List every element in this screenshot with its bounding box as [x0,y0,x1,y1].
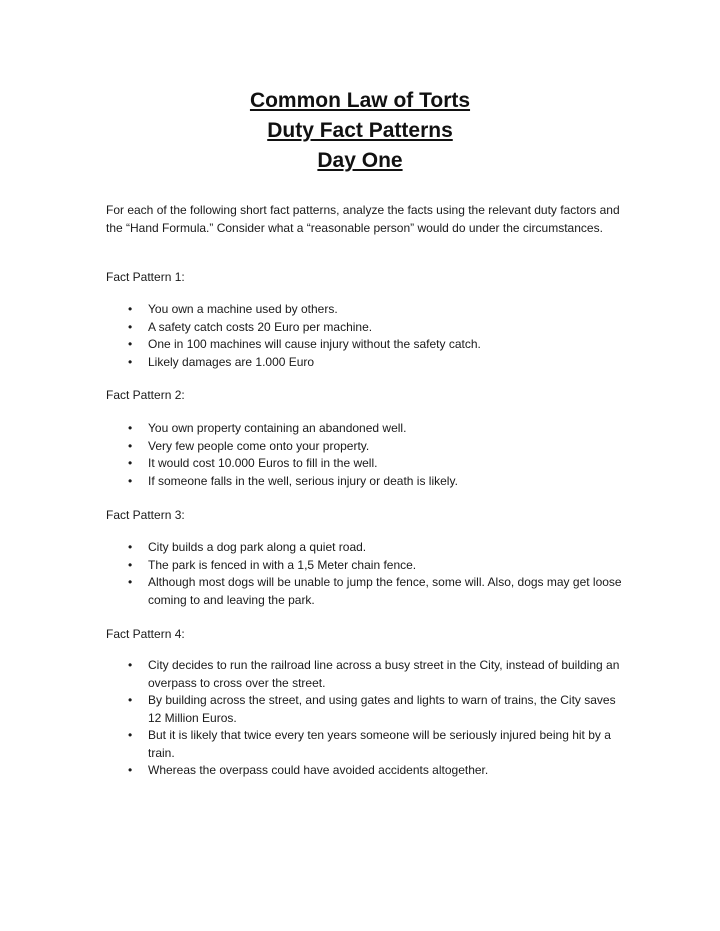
list-item: • It would cost 10.000 Euros to fill in the well. [128,455,628,473]
list-item: • The park is fenced in with a 1,5 Meter chain fence. [128,557,628,575]
document-title [0,86,720,176]
list-item: • City decides to run the railroad line across a busy street in the City, instead of building an overpass to cross over the street. [128,657,628,692]
list-item: • You own property containing an abandoned well. [128,420,628,438]
day-line: Day One [317,149,403,172]
list-item: • One in 100 machines will cause injury without the safety catch. [128,336,628,354]
intro-paragraph: For each of the following short fact patterns, analyze the facts using the relevant duty factors and the “Hand Formula.” Consider what a “reasonable person” would do under the circumstances. [106,203,620,235]
title-line: Common Law of Torts [249,89,471,112]
list-item: • Very few people come onto your property. [128,438,628,456]
fact-pattern-3-list [128,539,628,609]
list-item: • Likely damages are 1.000 Euro [128,354,628,372]
list-item: • Whereas the overpass could have avoided accidents altogether. [128,762,628,780]
list-item: • By building across the street, and using gates and lights to warn of trains, the City saves 12 Million Euros. [128,692,628,727]
list-item: • City builds a dog park along a quiet road. [128,539,628,557]
list-item: • If someone falls in the well, serious injury or death is likely. [128,473,628,491]
fact-pattern-3-heading: Fact Pattern 3: [106,508,185,522]
fact-pattern-1-heading: Fact Pattern 1: [106,270,185,284]
fact-pattern-1-list [128,301,628,371]
list-item: • But it is likely that twice every ten years someone will be seriously injured being hit by a train. [128,727,628,762]
subtitle-line: Duty Fact Patterns [267,119,453,142]
list-item: • You own a machine used by others. [128,301,628,319]
fact-pattern-4-heading: Fact Pattern 4: [106,627,185,641]
fact-pattern-2-list [128,420,628,490]
fact-pattern-4-list [128,657,628,780]
list-item: • Although most dogs will be unable to jump the fence, some will. Also, dogs may get loose coming to and leaving the park. [128,574,628,609]
list-item: • A safety catch costs 20 Euro per machine. [128,319,628,337]
fact-pattern-2-heading: Fact Pattern 2: [106,388,185,402]
